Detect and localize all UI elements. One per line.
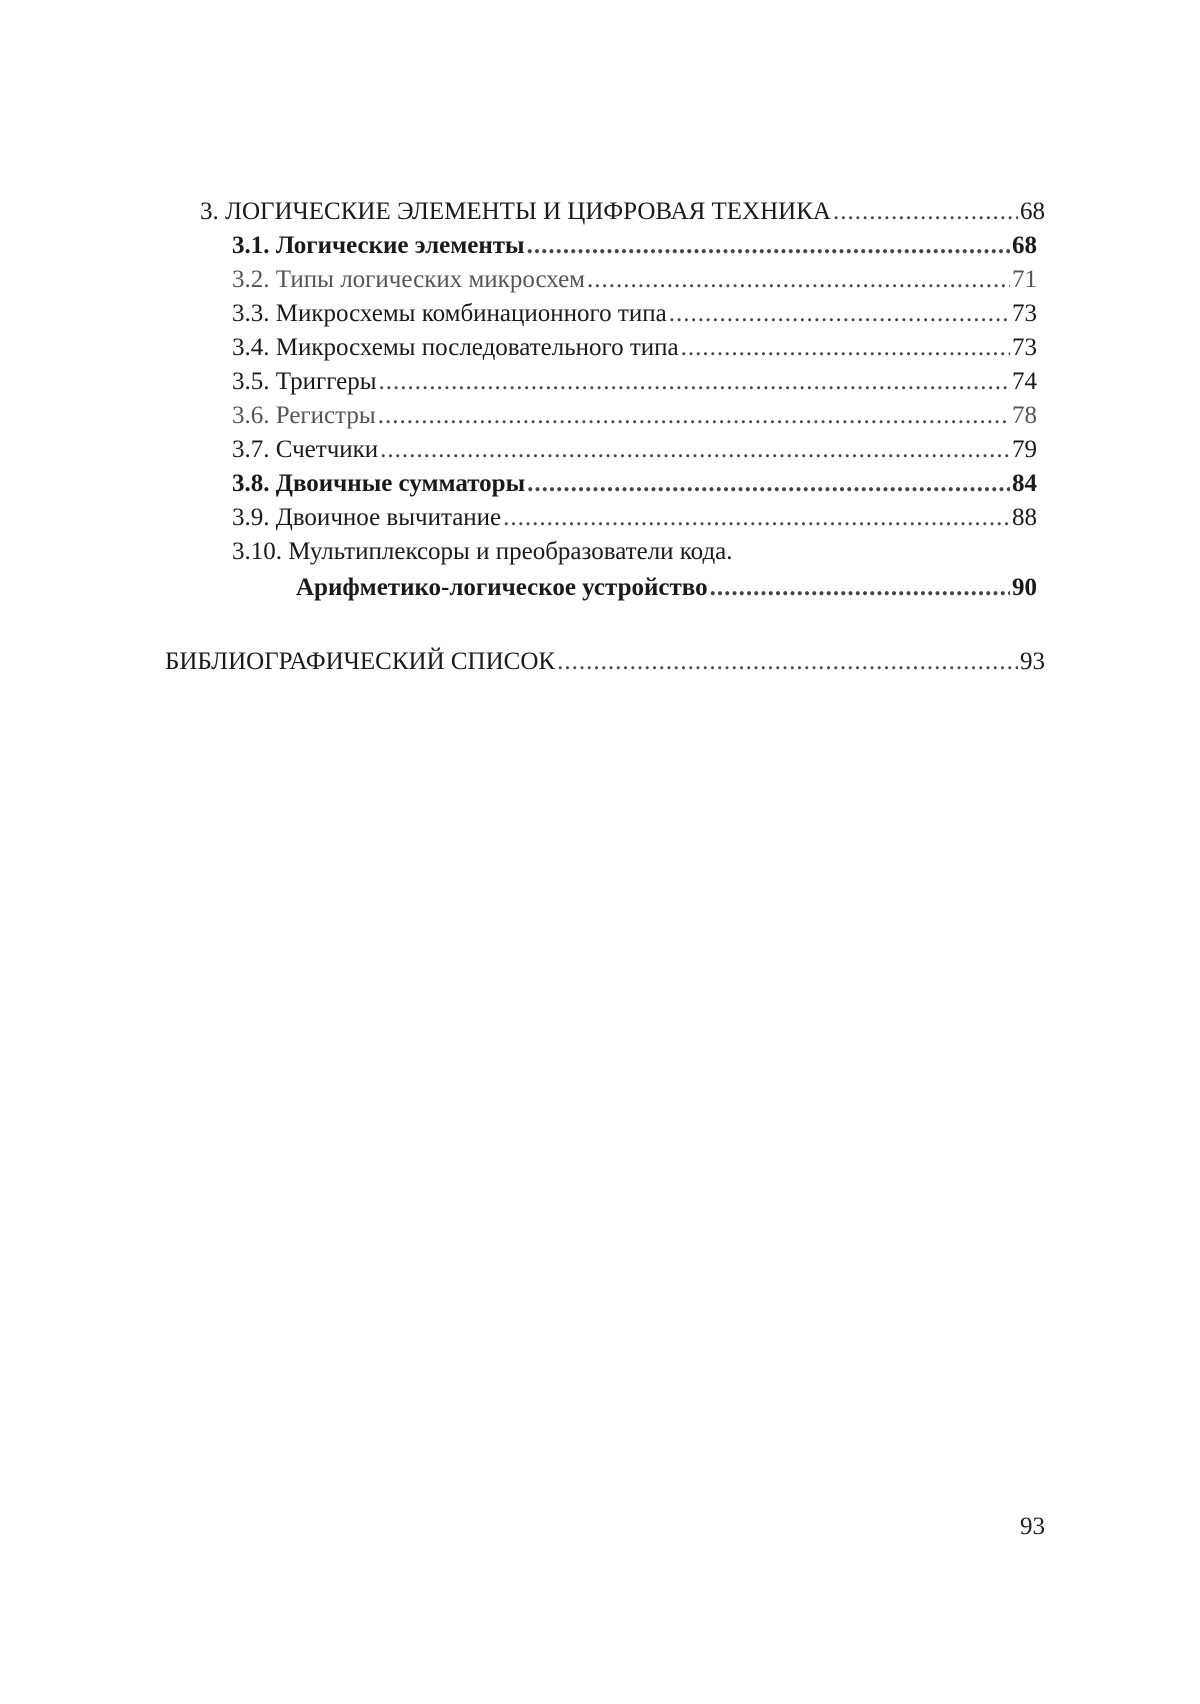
- page-number: 93: [1020, 1513, 1045, 1540]
- toc-item-title: 3.7. Счетчики: [232, 436, 379, 463]
- toc-item-page: 78: [1012, 402, 1037, 429]
- dot-leader: [503, 503, 1010, 533]
- toc-item-page: 88: [1012, 504, 1037, 531]
- dot-leader: [378, 401, 1010, 431]
- toc-item-page: 90: [1012, 574, 1037, 601]
- toc-item-title: 3.5. Триггеры: [232, 368, 377, 395]
- dot-leader: [379, 367, 1010, 397]
- toc-item-3-8: [232, 469, 1037, 499]
- toc-bibliography-page: 93: [1020, 648, 1045, 675]
- toc-chapter-3: [200, 197, 1045, 227]
- toc-item-title-cont: Арифметико-логическое устройство: [296, 574, 708, 601]
- toc-item-title: 3.6. Регистры: [232, 402, 376, 429]
- toc-item-3-1: [232, 231, 1037, 261]
- dot-leader: [587, 265, 1010, 295]
- toc-item-3-10-line1: [232, 537, 733, 567]
- toc-item-title: 3.3. Микросхемы комбинационного типа: [232, 300, 667, 327]
- toc-item-3-10-line2: [296, 573, 1037, 603]
- toc-item-3-7: [232, 435, 1037, 465]
- toc-item-title: 3.9. Двоичное вычитание: [232, 504, 502, 531]
- toc-item-title: 3.2. Типы логических микросхем: [232, 266, 586, 293]
- toc-chapter-page: 68: [1020, 198, 1045, 225]
- toc-bibliography: [165, 647, 1045, 677]
- toc-item-page: 79: [1012, 436, 1037, 463]
- toc-item-title: 3.4. Микросхемы последовательного типа: [232, 334, 679, 361]
- dot-leader: [527, 469, 1010, 499]
- toc-item-page: 84: [1012, 470, 1037, 497]
- toc-item-title: 3.10. Мультиплексоры и преобразователи кода.: [232, 538, 733, 565]
- toc-item-3-4: [232, 333, 1037, 363]
- toc-item-page: 74: [1012, 368, 1037, 395]
- toc-item-3-3: [232, 299, 1037, 329]
- toc-item-title: 3.1. Логические элементы: [232, 232, 525, 259]
- toc-chapter-title: 3. ЛОГИЧЕСКИЕ ЭЛЕМЕНТЫ И ЦИФРОВАЯ ТЕХНИКА: [200, 198, 831, 225]
- dot-leader: [557, 647, 1018, 677]
- dot-leader: [380, 435, 1010, 465]
- toc-item-title: 3.8. Двоичные сумматоры: [232, 470, 526, 497]
- dot-leader: [527, 231, 1010, 261]
- toc-item-page: 73: [1012, 300, 1037, 327]
- toc-item-page: 68: [1012, 232, 1037, 259]
- toc-item-3-9: [232, 503, 1037, 533]
- toc-item-page: 71: [1012, 266, 1037, 293]
- toc-bibliography-title: БИБЛИОГРАФИЧЕСКИЙ СПИСОК: [165, 648, 556, 675]
- toc-item-3-2: [232, 265, 1037, 295]
- dot-leader: [710, 573, 1010, 603]
- toc-item-3-6: [232, 401, 1037, 431]
- toc-item-3-5: [232, 367, 1037, 397]
- dot-leader: [833, 197, 1018, 227]
- dot-leader: [681, 333, 1010, 363]
- dot-leader: [669, 299, 1010, 329]
- toc-item-page: 73: [1012, 334, 1037, 361]
